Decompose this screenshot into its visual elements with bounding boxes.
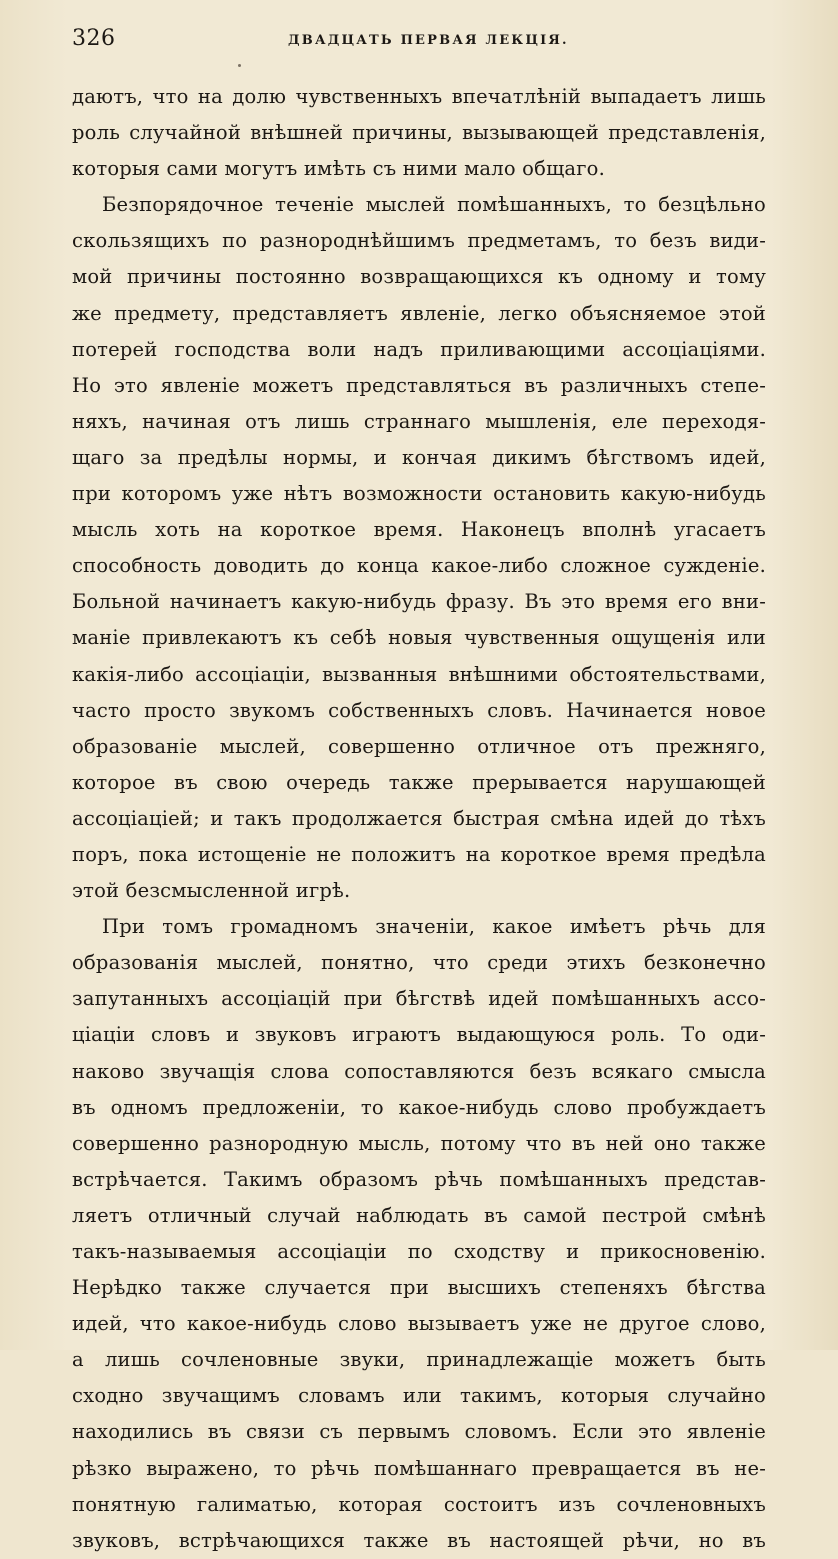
running-title: ДВАДЦАТЬ ПЕРВАЯ ЛЕКЦІЯ. xyxy=(288,33,569,48)
text-line: Нерѣдко также случается при высшихъ степеняхъ бѣгства xyxy=(72,1276,766,1300)
text-line: при которомъ уже нѣтъ возможности остановить какую-нибудь xyxy=(72,482,766,506)
text-line: поръ, пока истощеніе не положитъ на короткое время предѣла xyxy=(72,842,766,866)
text-line: находились въ связи съ первымъ словомъ. Если это явленіе xyxy=(72,1420,766,1444)
text-line: Но это явленіе можетъ представляться въ различныхъ степе- xyxy=(72,373,766,397)
text-line: Больной начинаетъ какую-нибудь фразу. Въ это время его вни- xyxy=(72,590,766,614)
text-line: такъ-называемыя ассоціаціи по сходству и прикосновенію. xyxy=(72,1240,766,1263)
text-line: скользящихъ по разнороднѣйшимъ предметамъ, то безъ види- xyxy=(72,229,766,253)
text-line: роль случайной внѣшней причины, вызывающей представленія, xyxy=(72,121,766,145)
text-line: которыя сами могутъ имѣть съ ними мало общаго. xyxy=(72,157,605,181)
text-line: а лишь сочленовные звуки, принадлежащіе можетъ быть xyxy=(72,1348,766,1372)
body-text xyxy=(72,79,766,1559)
text-line: которое въ свою очередь также прерывается нарушающей xyxy=(72,770,766,794)
text-line: идей, что какое-нибудь слово вызываетъ уже не другое слово, xyxy=(72,1312,766,1336)
text-line: ассоціаціей; и такъ продолжается быстрая смѣна идей до тѣхъ xyxy=(72,806,766,830)
text-line: мой причины постоянно возвращающихся къ одному и тому xyxy=(72,265,766,289)
page-header xyxy=(72,26,772,62)
text-line: часто просто звукомъ собственныхъ словъ. Начинается новое xyxy=(72,698,766,722)
text-line: потерей господства воли надъ приливающими ассоціаціями. xyxy=(72,337,766,361)
text-line: щаго за предѣлы нормы, и кончая дикимъ бѣгствомъ идей, xyxy=(72,445,766,469)
text-line: въ одномъ предложеніи, то какое-нибудь слово пробуждаетъ xyxy=(72,1095,766,1119)
text-line: мысль хоть на короткое время. Наконецъ вполнѣ угасаетъ xyxy=(72,518,766,542)
text-line: способность доводить до конца какое-либо сложное сужденіе. xyxy=(72,554,766,578)
text-line: ляетъ отличный случай наблюдать въ самой пестрой смѣнѣ xyxy=(72,1203,766,1227)
text-line: ціаціи словъ и звуковъ играютъ выдающуюся роль. То оди- xyxy=(72,1023,766,1047)
text-line: даютъ, что на долю чувственныхъ впечатлѣній выпадаетъ лишь xyxy=(72,85,766,108)
text-line: наково звучащія слова сопоставляются безъ всякаго смысла xyxy=(72,1059,766,1083)
paragraph-first-line: При томъ громадномъ значеніи, какое имѣетъ рѣчь для xyxy=(102,915,766,939)
text-line: же предмету, представляетъ явленіе, легко объясняемое этой xyxy=(72,301,766,325)
text-line: образованіе мыслей, совершенно отличное отъ прежняго, xyxy=(72,734,766,758)
text-line: этой безсмысленной игрѣ. xyxy=(72,879,351,903)
text-line: какія-либо ассоціаціи, вызванныя внѣшними обстоятельствами, xyxy=(72,662,766,686)
text-line: понятную галиматью, которая состоитъ изъ сочленовныхъ xyxy=(72,1492,766,1516)
text-line: встрѣчается. Такимъ образомъ рѣчь помѣшанныхъ представ- xyxy=(72,1167,766,1191)
text-line: образованія мыслей, понятно, что среди этихъ безконечно xyxy=(72,951,766,975)
text-line: рѣзко выражено, то рѣчь помѣшаннаго превращается въ не- xyxy=(72,1456,766,1480)
text-line: сходно звучащимъ словамъ или такимъ, которыя случайно xyxy=(72,1384,766,1408)
paragraph-first-line: Безпорядочное теченіе мыслей помѣшанныхъ, то безцѣльно xyxy=(102,193,766,217)
page-number: 326 xyxy=(72,26,116,51)
text-line: маніе привлекаютъ къ себѣ новыя чувственныя ощущенія или xyxy=(72,626,766,650)
text-line: звуковъ, встрѣчающихся также въ настоящей рѣчи, но въ xyxy=(72,1528,766,1552)
text-line: няхъ, начиная отъ лишь страннаго мышленія, еле переходя- xyxy=(72,409,766,433)
text-line: запутанныхъ ассоціацій при бѣгствѣ идей помѣшанныхъ ассо- xyxy=(72,987,766,1011)
ink-speck xyxy=(238,64,241,67)
text-line: совершенно разнородную мысль, потому что въ ней оно также xyxy=(72,1131,766,1155)
